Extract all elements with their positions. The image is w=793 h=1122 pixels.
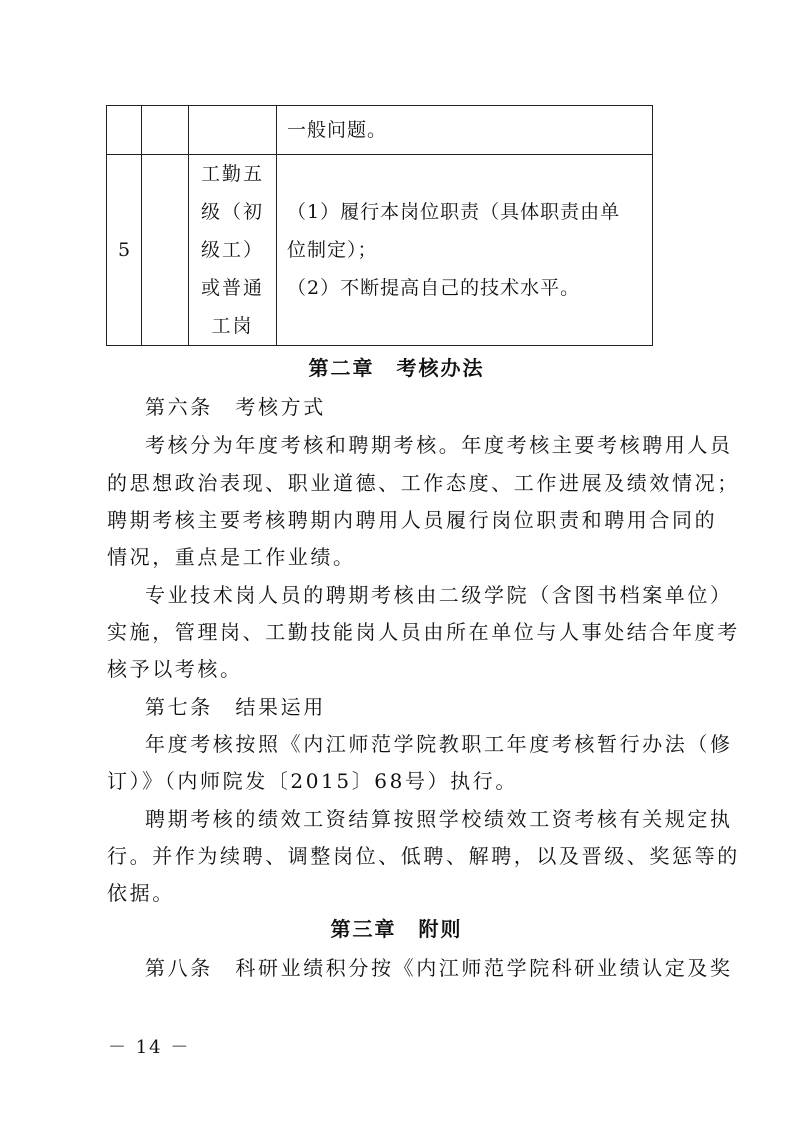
level-text: 或普通 [200,277,264,299]
paragraph-line: 专业技术岗人员的聘期考核由二级学院（含图书档案单位） [145,583,733,607]
table-cell-level [189,106,277,155]
paragraph-line: 依据。 [107,881,175,905]
table-row [107,106,653,155]
table-cell-duties [277,155,653,346]
paragraph-line: 实施，管理岗、工勤技能岗人员由所在单位与人事处结合年度考 [107,620,740,644]
paragraph-line: 订）》（内师院发〔2015〕68号）执行。 [107,769,518,793]
page-number: － 14 － [108,1037,191,1058]
level-text: 级（初 [200,201,264,223]
level-text: 工岗 [211,315,254,337]
duty-table [106,105,653,346]
level-text: 工勤五 [200,163,264,185]
chapter-2-heading: 第二章 考核办法 [308,356,485,380]
duty-text: 一般问题。 [287,119,388,141]
table-cell-number [107,106,142,155]
paragraph-line: 考核分为年度考核和聘期考核。年度考核主要考核聘用人员 [145,433,733,457]
table-cell-blank [142,106,189,155]
paragraph-line: 行。并作为续聘、调整岗位、低聘、解聘，以及晋级、奖惩等的 [107,844,740,868]
paragraph-line: 的思想政治表现、职业道德、工作态度、工作进展及绩效情况； [107,471,740,495]
level-text: 级工） [200,239,264,261]
duty-text: （2）不断提高自己的技术水平。 [287,277,581,299]
article-8-line: 第八条 科研业绩积分按《内江师范学院科研业绩认定及奖 [145,956,733,980]
paragraph-line: 情况，重点是工作业绩。 [107,545,356,569]
duty-text: （1）履行本岗位职责（具体职责由单 [287,201,621,223]
table-cell-blank [142,155,189,346]
table-cell-number: 5 [107,155,142,346]
duty-text: 位制定）； [287,239,378,261]
chapter-3-heading: 第三章 附则 [330,917,463,941]
paragraph-line: 聘期考核主要考核聘期内聘用人员履行岗位职责和聘用合同的 [107,508,718,532]
article-6-title: 第六条 考核方式 [145,395,326,419]
article-7-title: 第七条 结果运用 [145,695,326,719]
table-cell-level [189,155,277,346]
paragraph-line: 核予以考核。 [107,657,243,681]
table-row [107,155,653,346]
paragraph-line: 年度考核按照《内江师范学院教职工年度考核暂行办法（修 [145,732,733,756]
paragraph-line: 聘期考核的绩效工资结算按照学校绩效工资考核有关规定执 [145,807,733,831]
table-cell-duties [277,106,653,155]
